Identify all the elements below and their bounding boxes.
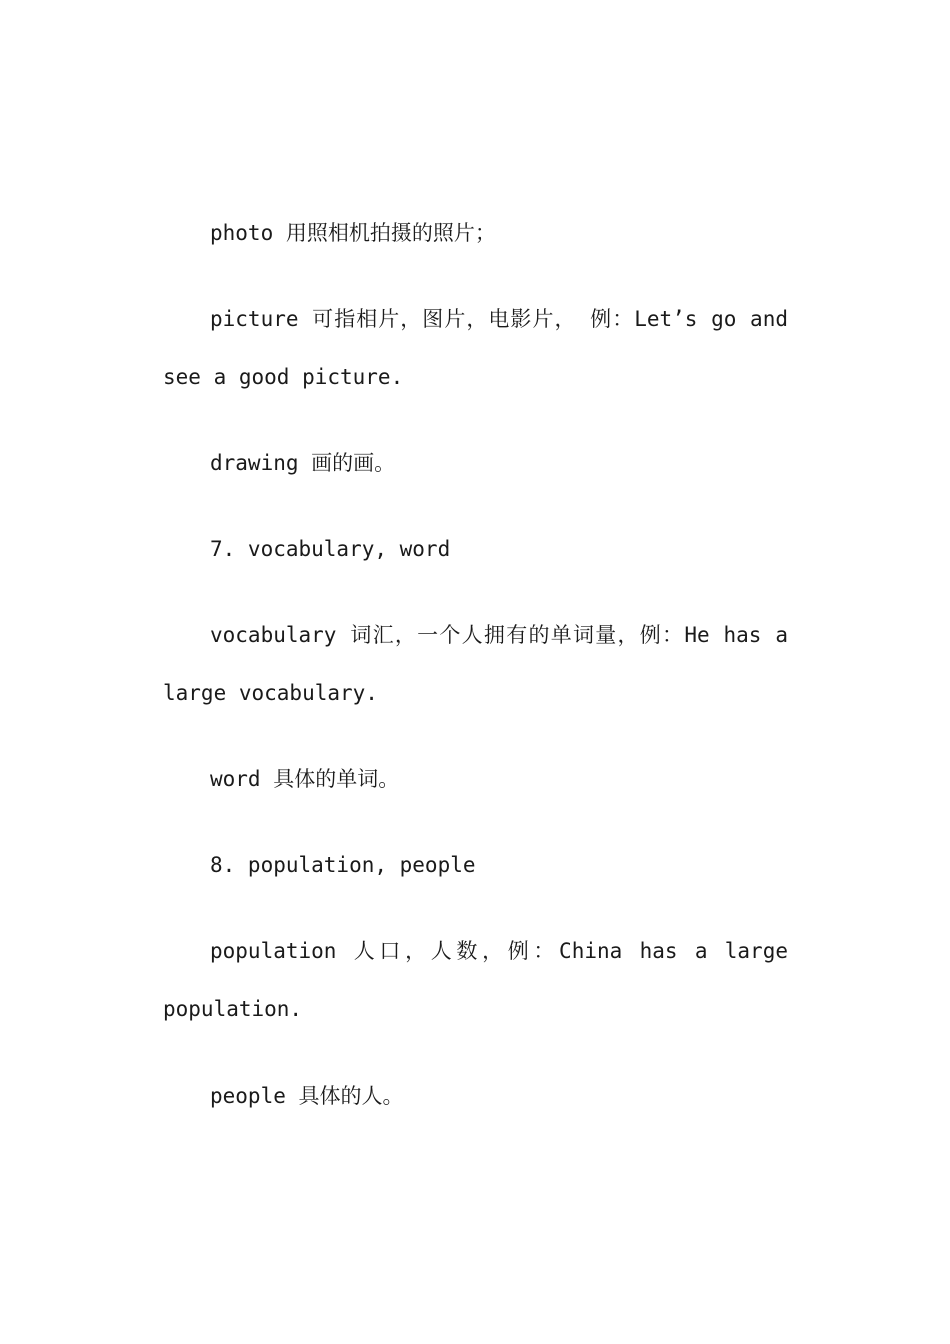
heading-item-8: 8. population, people	[210, 853, 476, 877]
paragraph-word: word 具体的单词。	[210, 767, 400, 791]
paragraph-photo: photo 用照相机拍摄的照片；	[210, 221, 496, 245]
paragraph-vocabulary: vocabulary 词汇，一个人拥有的单词量，例：He has a large vocabulary.	[163, 623, 788, 705]
paragraph-picture: picture 可指相片，图片，电影片， 例：Let’s go and see a good picture.	[163, 307, 788, 389]
paragraph-people: people 具体的人。	[210, 1084, 404, 1108]
heading-item-7: 7. vocabulary, word	[210, 537, 451, 561]
paragraph-population: population 人口，人数，例：China has a large population.	[163, 939, 788, 1021]
paragraph-drawing: drawing 画的画。	[210, 451, 396, 475]
